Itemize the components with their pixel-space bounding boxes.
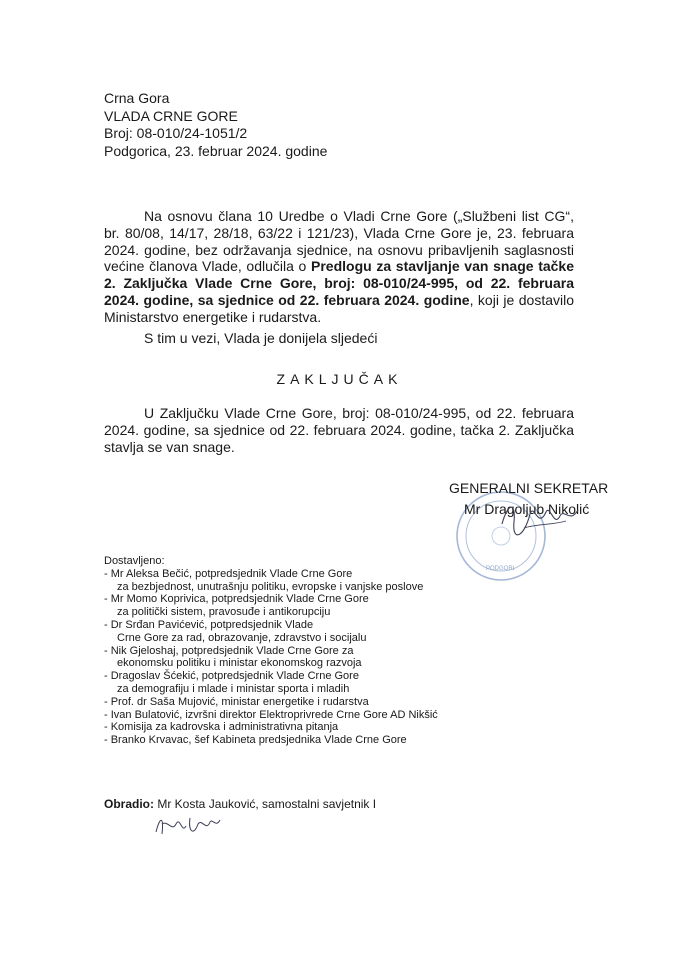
distribution-line: - Prof. dr Saša Mujović, ministar energetike i rudarstva	[104, 695, 369, 708]
distribution-line: - Dr Srđan Pavićević, potpredsjednik Vlade	[104, 618, 314, 631]
distribution-line: - Mr Momo Koprivica, potpredsjednik Vlade Crne Gore	[104, 593, 369, 606]
distribution-line-continued: ekonomsku politiku i ministar ekonomskog razvoja	[117, 657, 362, 670]
decision-paragraph: U Zaključku Vlade Crne Gore, broj: 08-010/24-995, od 22. februara 2024. godine, sa sjednice od 22. februara 2024. godine, tačka 2. Zaključka stavlja se van snage.	[104, 405, 574, 455]
distribution-line-continued: za bezbjednost, unutrašnju politiku, evropske i vanjske poslove	[117, 580, 424, 593]
distribution-list	[104, 555, 438, 747]
distribution-label: Dostavljeno:	[104, 555, 165, 567]
distribution-item	[104, 734, 438, 747]
decision-title: ZAKLJUČAK	[276, 371, 403, 387]
prepared-by-name: Mr Kosta Jauković, samostalni savjetnik I	[157, 797, 377, 811]
distribution-item	[104, 568, 438, 594]
distribution-item	[104, 645, 438, 671]
distribution-line-continued: za politički sistem, pravosuđe i antikorupciju	[117, 606, 331, 619]
intro-paragraph	[104, 208, 574, 326]
distribution-line-continued: Crne Gore za rad, obrazovanje, zdravstvo i socijalu	[117, 631, 367, 644]
svg-text:PODGORI: PODGORI	[486, 566, 515, 572]
document-header	[104, 90, 327, 160]
prepared-by	[104, 797, 376, 811]
intro-text-start: Na osnovu člana 10 Uredbe o Vladi Crne Gore („Službeni list CG“, br. 80/08, 14/17, 28/18, 63/22 i 121/23), Vlada Crne Gore je, 23. februara 2024. godine, bez održavanja sjednice, na osnovu pribavljenih saglasnosti većine članova Vlade, odlučila o	[104, 208, 574, 275]
signatory-name: Mr Dragoljub Nikolić	[464, 501, 590, 517]
distribution-item	[104, 619, 438, 645]
distribution-item	[104, 721, 438, 734]
distribution-line: - Mr Aleksa Bečić, potpredsjednik Vlade Crne Gore	[104, 567, 353, 580]
signatory-title: GENERALNI SEKRETAR	[449, 480, 609, 496]
distribution-line: - Nik Gjeloshaj, potpredsjednik Vlade Crne Gore za	[104, 644, 354, 657]
document-number: Broj: 08-010/24-1051/2	[104, 125, 248, 141]
country-name: Crna Gora	[104, 90, 170, 106]
intro-bold-subject: Predlogu za stavljanje van snage tačke 2. Zaključka Vlade Crne Gore, broj: 08-010/24-995, od 22. februara 2024. godine, sa sjednice od 22. februara 2024. godine	[104, 258, 575, 308]
lead-in-paragraph: S tim u vezi, Vlada je donijela sljedeći	[144, 330, 378, 346]
distribution-item	[104, 709, 438, 722]
distribution-item	[104, 696, 438, 709]
distribution-line-continued: za demografiju i mlade i ministar sporta i mladih	[117, 682, 350, 695]
distribution-line: - Ivan Bulatović, izvršni direktor Elektroprivrede Crne Gore AD Nikšić	[104, 708, 438, 721]
intro-text-end: , koji je dostavilo Ministarstvo energetike i rudarstva.	[104, 291, 574, 325]
distribution-line: - Branko Krvavac, šef Kabineta predsjednika Vlade Crne Gore	[104, 734, 407, 747]
distribution-line: - Komisija za kadrovska i administrativna pitanja	[104, 721, 339, 734]
government-name: VLADA CRNE GORE	[104, 107, 238, 124]
distribution-item	[104, 670, 438, 696]
distribution-item	[104, 593, 438, 619]
place-and-date: Podgorica, 23. februar 2024. godine	[104, 142, 328, 159]
preparer-signature-image	[152, 810, 222, 842]
prepared-by-label: Obradio:	[104, 797, 154, 811]
handwritten-signature-image	[494, 494, 584, 544]
distribution-line: - Dragoslav Šćekić, potpredsjednik Vlade Crne Gore	[104, 670, 359, 683]
